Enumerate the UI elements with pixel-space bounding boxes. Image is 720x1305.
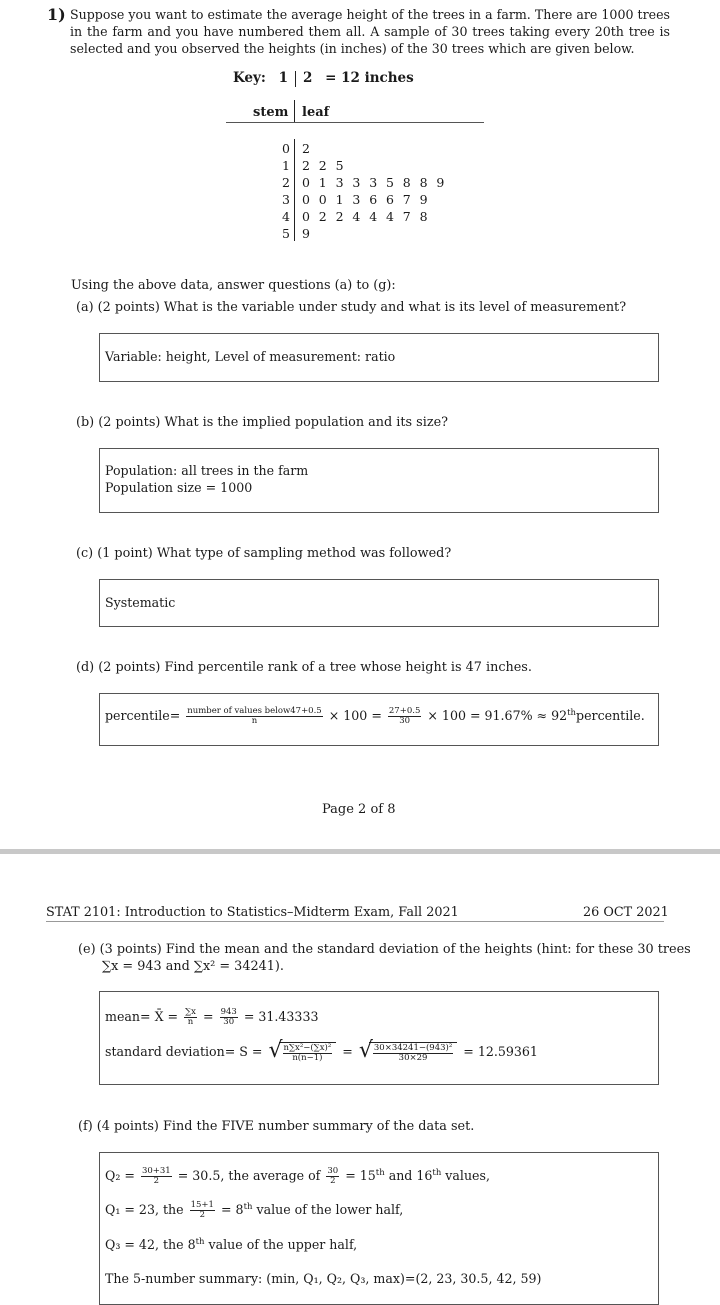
fraction-numerator: number of values below47+0.5: [187, 706, 322, 716]
leaf-value: 5: [335, 158, 344, 173]
leaf-value: 0: [302, 209, 310, 224]
question-d: (d) (2 points) Find percentile rank of a tree whose height is 47 inches.: [76, 660, 532, 675]
q2-suffix: values,: [441, 1168, 490, 1183]
leaf-value: 9: [419, 192, 428, 207]
leaf-value: 6: [369, 192, 378, 207]
fraction-denominator: 2: [199, 1210, 205, 1220]
leaf-values: [302, 175, 453, 190]
leaf-value: 8: [419, 209, 428, 224]
page-separator: [0, 849, 720, 854]
percentile-mid: × 100 =: [328, 708, 382, 723]
question-intro: Suppose you want to estimate the average height of the trees in a farm. There are 1000 trees in the farm and you have numbered them all. A sample of 30 trees taking every 20th tree is selected and you observed the heights (in inches) of the 30 trees which are given below.: [70, 7, 670, 56]
leaf-value: 8: [419, 175, 428, 190]
q2-fraction-2: [326, 1167, 339, 1186]
superscript: th: [195, 1237, 205, 1247]
superscript: th: [375, 1167, 385, 1178]
leaf-header: leaf: [302, 105, 330, 120]
leaf-value: 7: [402, 209, 411, 224]
leaf-value: 8: [402, 175, 411, 190]
leaf-value: 4: [352, 209, 361, 224]
fraction-numerator: 30: [327, 1166, 339, 1176]
mean-value: = 31.43333: [243, 1009, 319, 1024]
q2-label: Q₂ =: [105, 1168, 135, 1183]
leaf-value: 9: [302, 226, 310, 241]
page-number: Page 2 of 8: [322, 802, 396, 817]
stem-value: 5: [282, 226, 290, 241]
leaf-value: 1: [335, 192, 344, 207]
leaf-value: 3: [352, 175, 361, 190]
leaf-value: 0: [302, 175, 310, 190]
fraction-numerator: 27+0.5: [388, 706, 421, 716]
leaf-values: [302, 209, 436, 224]
five-number-summary: The 5-number summary: (min, Q₁, Q₂, Q₃, max)=(2, 23, 30.5, 42, 59): [105, 1271, 542, 1286]
leaf-value: 3: [335, 175, 344, 190]
q3-line: [105, 1237, 357, 1252]
answer-box-e: [99, 991, 659, 1085]
sd-label: standard deviation= S =: [105, 1044, 263, 1059]
mean-label: mean= X̄ =: [105, 1009, 179, 1024]
leaf-values: [302, 192, 436, 207]
leaf-value: 2: [302, 141, 310, 156]
leaf-values: [302, 226, 319, 241]
mean-line: [105, 1008, 318, 1027]
answer-a: Variable: height, Level of measurement: ratio: [105, 349, 396, 364]
leaf-values: [302, 141, 319, 156]
question-e-line2: ∑x = 943 and ∑x² = 34241).: [102, 959, 284, 974]
answer-box-c: [99, 579, 659, 627]
leaf-value: 3: [369, 175, 378, 190]
key-leaf: 2: [302, 70, 313, 86]
mean-fraction-2: [220, 1008, 238, 1027]
fraction-denominator: 30×29: [398, 1053, 428, 1063]
leaf-value: 2: [302, 158, 310, 173]
answer-b-size: Population size = 1000: [105, 480, 253, 495]
q2-position-2: and 16: [384, 1168, 433, 1183]
stem-value: 0: [282, 141, 290, 156]
stem-value: 4: [282, 209, 290, 224]
leaf-value: 4: [369, 209, 378, 224]
instructions: Using the above data, answer questions (a) to (g):: [71, 278, 396, 293]
stem-header: stem: [253, 105, 289, 120]
q3-suffix: value of the upper half,: [204, 1237, 358, 1253]
mean-fraction-1: [184, 1008, 197, 1027]
fraction-denominator: 2: [153, 1176, 160, 1186]
fraction-denominator: n: [251, 716, 258, 726]
leaf-value: 1: [318, 175, 327, 190]
question-a: (a) (2 points) What is the variable under study and what is its level of measurement?: [76, 300, 627, 315]
leaf-value: 4: [385, 209, 394, 224]
q3-label: Q₃ = 42, the 8: [105, 1237, 196, 1253]
leaf-value: 2: [318, 209, 327, 224]
sd-line: standard deviation= S = √ $\frac{\text{n∑x²−(∑x)²}}{n(n-1)}$ = √ $\frac{\text{30×34241−(943)²}}{30\times 29}$ = 12.59361: [105, 1038, 538, 1063]
fraction-numerator: 15+1: [190, 1200, 214, 1210]
fraction-numerator: n∑x²−(∑x)²: [283, 1043, 332, 1053]
fraction-numerator: ∑x: [185, 1007, 196, 1017]
superscript: th: [243, 1201, 253, 1212]
question-e-line1: (e) (3 points) Find the mean and the standard deviation of the heights (hint: for these 30 trees: [78, 942, 691, 957]
page-header-date: 26 OCT 2021: [583, 905, 669, 920]
superscript: th: [567, 707, 577, 718]
leaf-value: 7: [402, 192, 411, 207]
stem-value: 2: [282, 175, 290, 190]
percentile-label: percentile=: [105, 708, 181, 723]
q1-label: Q₁ = 23, the: [105, 1202, 184, 1217]
fraction-numerator: 30+31: [141, 1166, 171, 1176]
leaf-values: [302, 158, 352, 173]
stem-leaf-key: [233, 70, 414, 87]
leaf-value: 6: [385, 192, 394, 207]
sd-value: = 12.59361: [463, 1044, 538, 1059]
question-f: (f) (4 points) Find the FIVE number summary of the data set.: [78, 1119, 475, 1134]
leaf-value: 2: [318, 158, 327, 173]
answer-d: [105, 707, 645, 726]
q1-line: [105, 1201, 403, 1220]
answer-box-a: [99, 333, 659, 382]
answer-box-f: [99, 1152, 659, 1305]
stem-value: 1: [282, 158, 290, 173]
percentile-suffix: percentile.: [576, 708, 645, 723]
leaf-value: 0: [318, 192, 327, 207]
percentile-result: × 100 = 91.67% ≈ 92: [427, 708, 568, 723]
q1-position: = 8: [220, 1202, 244, 1217]
question-b: (b) (2 points) What is the implied population and its size?: [76, 415, 449, 430]
stem-value: 3: [282, 192, 290, 207]
superscript: th: [432, 1167, 442, 1178]
fraction-denominator: 30: [223, 1017, 235, 1027]
answer-box-b: [99, 448, 659, 513]
leaf-value: 3: [352, 192, 361, 207]
fraction-denominator: n(n−1): [292, 1053, 323, 1063]
question-c: (c) (1 point) What type of sampling method was followed?: [76, 546, 452, 561]
leaf-value: 2: [335, 209, 344, 224]
sqrt-1: √ $\frac{\text{n∑x²−(∑x)²}}{n(n-1)}$: [269, 1042, 337, 1063]
fraction-denominator: n: [187, 1017, 194, 1027]
fraction-numerator: 30×34241−(943)²: [373, 1043, 453, 1053]
key-label: Key:: [233, 70, 266, 86]
page-header-title: STAT 2101: Introduction to Statistics–Midterm Exam, Fall 2021: [46, 905, 459, 920]
q2-position: = 15: [345, 1168, 376, 1183]
answer-box-d: [99, 693, 659, 746]
question-number: 1): [47, 5, 66, 24]
sqrt-2: √ $\frac{\text{30×34241−(943)²}}{30\times 29}$: [359, 1042, 457, 1063]
sd-fraction-1: [283, 1044, 333, 1063]
percentile-fraction-1: [186, 707, 322, 726]
leaf-value: 9: [436, 175, 445, 190]
fraction-denominator: 2: [330, 1176, 336, 1186]
q2-fraction: [141, 1167, 172, 1186]
percentile-fraction-2: [388, 707, 421, 726]
sd-fraction-2: [373, 1044, 453, 1063]
fraction-numerator: 943: [220, 1007, 237, 1017]
leaf-value: 0: [302, 192, 310, 207]
q2-text: = 30.5, the average of: [177, 1168, 321, 1183]
q2-line: [105, 1167, 490, 1186]
stem-leaf-header: [253, 105, 330, 120]
key-stem: 1: [278, 70, 288, 86]
key-equals: = 12 inches: [325, 70, 414, 86]
answer-b-population: Population: all trees in the farm: [105, 463, 309, 478]
answer-c: Systematic: [105, 595, 176, 610]
q1-suffix: value of the lower half,: [252, 1202, 404, 1217]
q1-fraction: [190, 1201, 215, 1220]
leaf-value: 5: [385, 175, 394, 190]
equals-sign: =: [203, 1009, 214, 1024]
fraction-denominator: 30: [399, 716, 411, 726]
